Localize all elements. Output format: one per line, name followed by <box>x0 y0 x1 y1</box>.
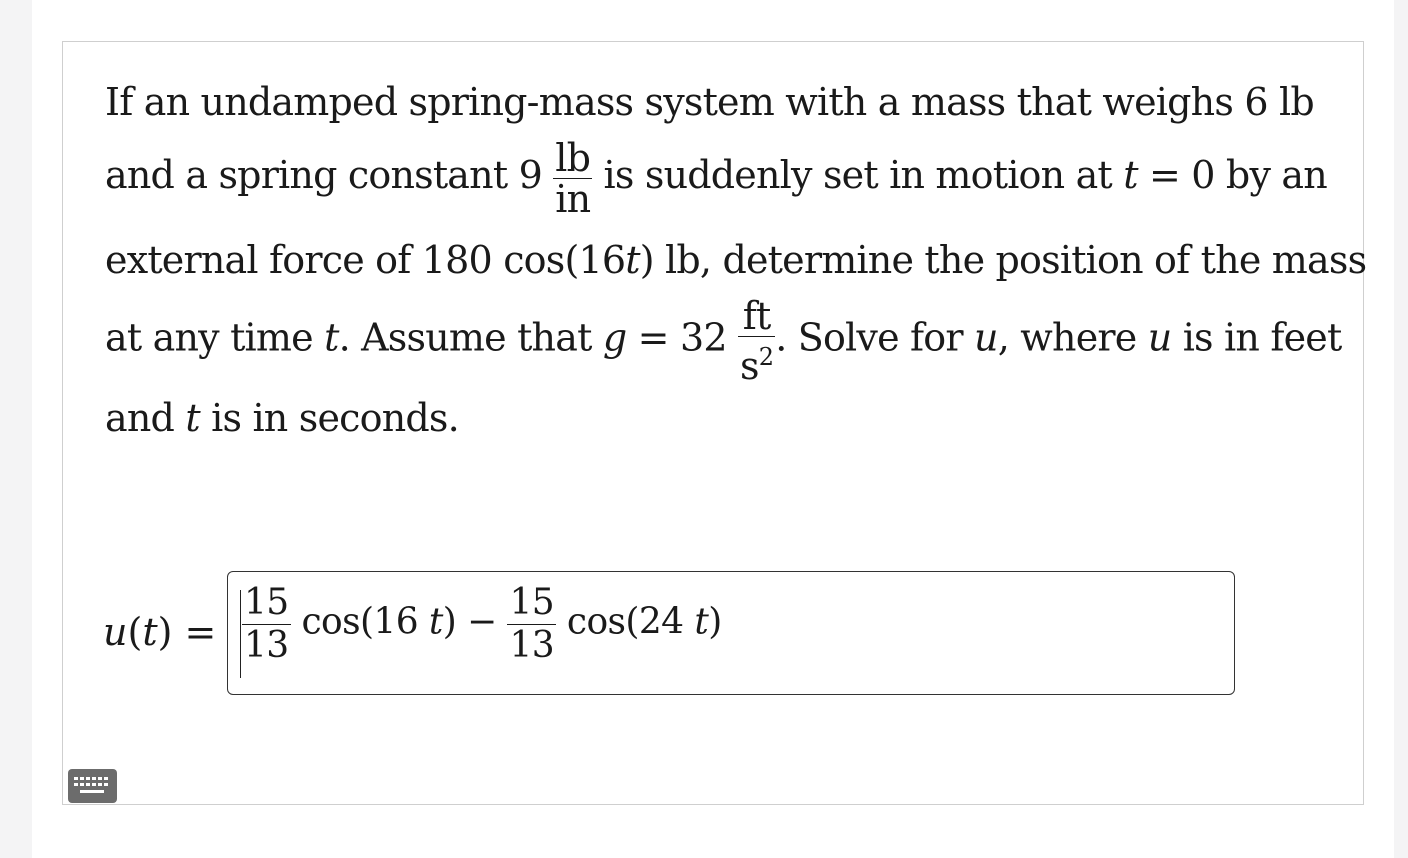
input-cursor <box>240 590 241 678</box>
fraction-numerator: ft <box>742 294 771 338</box>
variable-t: t <box>142 610 158 654</box>
fraction-ft-per-s2 <box>738 294 775 388</box>
key-dot <box>80 777 84 780</box>
keyboard-icon[interactable] <box>68 769 117 803</box>
problem-line-3 <box>105 238 1366 282</box>
variable-g: g <box>602 315 627 360</box>
problem-line-5-text-a: and <box>105 396 175 440</box>
answer-label: u(t) = <box>103 610 217 654</box>
problem-line-2-text-a: and a spring constant 9 <box>105 153 542 197</box>
problem-line-1 <box>105 80 1314 124</box>
variable-t: t <box>428 601 443 643</box>
key-dot <box>98 777 102 780</box>
key-dot <box>92 783 96 786</box>
fraction-denominator: 13 <box>509 625 555 666</box>
problem-line-4-text-a: at any time <box>105 315 313 360</box>
variable-t: t <box>625 238 640 282</box>
problem-line-5-text-b: is in seconds. <box>211 396 459 440</box>
variable-t: t <box>1123 153 1138 197</box>
problem-line-4-text-d: . Solve for <box>775 315 963 360</box>
answer-label-rest: ) = <box>157 610 217 654</box>
problem-line-2-text-b: is suddenly set in motion at <box>603 153 1112 197</box>
key-spacebar <box>80 790 104 793</box>
fraction-denominator <box>738 339 775 388</box>
fraction-1 <box>242 584 291 665</box>
variable-u: u <box>1147 315 1172 360</box>
term-1-close: ) <box>442 601 457 643</box>
key-dot <box>104 783 108 786</box>
problem-line-3-text-b: ) lb, determine the position of the mass <box>639 238 1367 282</box>
key-dot <box>104 777 108 780</box>
fraction-numerator: lb <box>555 136 591 180</box>
problem-line-2 <box>105 136 1327 221</box>
key-dot <box>92 777 96 780</box>
variable-t: t <box>324 315 339 360</box>
key-dot <box>74 777 78 780</box>
problem-line-4-text-f: is in feet <box>1182 315 1342 360</box>
term-1-function: cos(16 <box>301 601 419 643</box>
fraction-2 <box>507 584 556 665</box>
minus-sign: − <box>467 601 497 643</box>
denominator-exponent: 2 <box>758 343 774 371</box>
problem-line-4-text-b: . Assume that <box>338 315 592 360</box>
variable-u: u <box>974 315 998 360</box>
fraction-numerator: 15 <box>244 582 289 623</box>
answer-expression <box>242 584 722 665</box>
problem-line-1-text: If an undamped spring-mass system with a mass that weighs 6 lb <box>105 80 1314 124</box>
key-dot <box>86 777 90 780</box>
problem-line-4-text-c: = 32 <box>637 315 727 360</box>
variable-t: t <box>694 601 709 643</box>
fraction-numerator: 15 <box>509 582 555 623</box>
problem-line-5 <box>105 396 459 440</box>
key-dot <box>98 783 102 786</box>
key-dot <box>74 783 78 786</box>
denominator-base: s <box>740 344 759 388</box>
variable-t: t <box>185 396 200 440</box>
key-dot <box>80 783 84 786</box>
answer-input-field[interactable] <box>227 571 1235 695</box>
variable-u: u <box>103 610 128 654</box>
problem-line-4-text-e: , where <box>997 315 1137 360</box>
term-2-function: cos(24 <box>566 601 684 643</box>
problem-line-2-text-c: = 0 by an <box>1148 153 1327 197</box>
term-2-close: ) <box>708 601 722 643</box>
fraction-denominator: 13 <box>244 625 289 666</box>
fraction-denominator: in <box>555 177 591 221</box>
problem-line-3-text-a: external force of 180 cos(16 <box>105 238 626 282</box>
fraction-lb-per-in <box>553 136 592 221</box>
key-dot <box>86 783 90 786</box>
problem-line-4 <box>105 294 1342 388</box>
